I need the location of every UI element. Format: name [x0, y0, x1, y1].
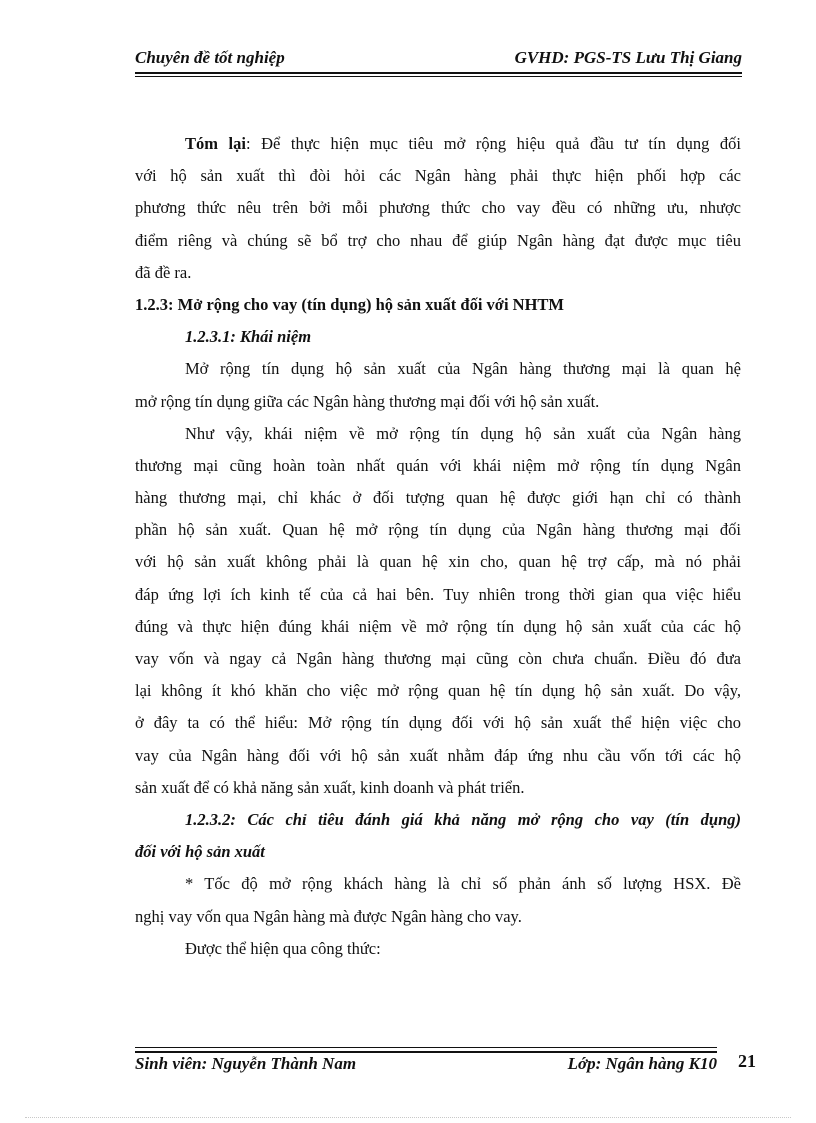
- paragraph-concept-line: đúng và thực hiện đúng khái niệm về mở rộng tín dụng hộ sản xuất của các hộ: [135, 616, 741, 636]
- paragraph-summary-line: với hộ sản xuất thì đòi hỏi các Ngân hàng phải thực hiện phối hợp các: [135, 166, 741, 186]
- footer-rule-thin: [135, 1047, 717, 1048]
- paragraph-summary-line: đã đề ra.: [135, 262, 192, 282]
- footer-rule-thick: [135, 1051, 717, 1053]
- paragraph-concept-line: với hộ sản xuất không phải là quan hệ xin cho, quan hệ trợ cấp, mà nó phải: [135, 552, 741, 572]
- paragraph-definition-line: Mở rộng tín dụng hộ sản xuất của Ngân hàng thương mại là quan hệ: [185, 359, 741, 379]
- subsection-heading-1-2-3-1: 1.2.3.1: Khái niệm: [185, 327, 312, 347]
- document-body: [135, 128, 741, 965]
- paragraph-concept-line: hàng thương mại, chỉ khác ở đối tượng quan hệ được giới hạn chỉ có thành: [135, 488, 741, 508]
- paragraph-concept-line: Như vậy, khái niệm về mở rộng tín dụng hộ sản xuất của Ngân hàng: [185, 423, 741, 443]
- paragraph-indicator-line: nghị vay vốn qua Ngân hàng mà được Ngân hàng cho vay.: [135, 906, 522, 926]
- page-bottom-dotted-line: [25, 1117, 791, 1118]
- paragraph-summary-line: phương thức nêu trên bởi mỗi phương thức cho vay đều có những ưu, nhược: [135, 198, 741, 218]
- paragraph-indicator-line: * Tốc độ mở rộng khách hàng là chỉ số phản ánh số lượng HSX. Đề: [185, 874, 741, 894]
- paragraph-concept-line: vay vốn và ngay cả Ngân hàng thương mại cũng còn chưa chuẩn. Điều đó đưa: [135, 649, 741, 668]
- footer-class: Lớp: Ngân hàng K10: [567, 1054, 717, 1073]
- page-footer: [135, 1054, 717, 1078]
- paragraph-concept-line: sản xuất để có khả năng sản xuất, kinh doanh và phát triển.: [135, 777, 525, 797]
- paragraph-summary-line: điểm riêng và chúng sẽ bổ trợ cho nhau để giúp Ngân hàng đạt được mục tiêu: [135, 230, 741, 250]
- paragraph-summary-line: Tóm lại: Để thực hiện mục tiêu mở rộng hiệu quả đầu tư tín dụng đối: [185, 134, 741, 153]
- paragraph-concept-line: vay của Ngân hàng đối với hộ sản xuất nhằm đáp ứng nhu cầu vốn tới các hộ: [135, 745, 741, 765]
- paragraph-definition-line: mở rộng tín dụng giữa các Ngân hàng thương mại đối với hộ sản xuất.: [135, 391, 600, 411]
- subsection-heading-1-2-3-2-cont: đối với hộ sản xuất: [135, 842, 265, 862]
- paragraph-concept-line: thương mại cũng hoàn toàn nhất quán với khái niệm mở rộng tín dụng Ngân: [135, 455, 741, 475]
- subsection-heading-1-2-3-2: 1.2.3.2: Các chỉ tiêu đánh giá khả năng mở rộng cho vay (tín dụng): [185, 809, 741, 829]
- paragraph-concept-line: đáp ứng lợi ích kinh tế của cả hai bên. Tuy nhiên trong thời gian qua việc hiểu: [135, 584, 741, 604]
- summary-label: Tóm lại: [185, 134, 246, 153]
- page-header: [135, 48, 742, 72]
- footer-student: Sinh viên: Nguyễn Thành Nam: [135, 1054, 357, 1073]
- header-rule-thin: [135, 76, 742, 77]
- paragraph-concept-line: ở đây ta có thể hiểu: Mở rộng tín dụng đối với hộ sản xuất thể hiện việc cho: [135, 713, 741, 733]
- section-heading-1-2-3: 1.2.3: Mở rộng cho vay (tín dụng) hộ sản xuất đối với NHTM: [135, 294, 564, 314]
- paragraph-concept-line: lại không ít khó khăn cho việc mở rộng quan hệ tín dụng hộ sản xuất. Do vậy,: [135, 681, 741, 701]
- paragraph-concept-line: phần hộ sản xuất. Quan hệ mở rộng tín dụng của Ngân hàng thương mại đối: [135, 520, 741, 540]
- page-number: 21: [738, 1051, 756, 1071]
- header-title: Chuyên đề tốt nghiệp: [135, 48, 285, 67]
- paragraph-formula-intro: Được thể hiện qua công thức:: [185, 938, 381, 958]
- header-rule-thick: [135, 72, 742, 74]
- header-advisor: GVHD: PGS-TS Lưu Thị Giang: [514, 48, 742, 67]
